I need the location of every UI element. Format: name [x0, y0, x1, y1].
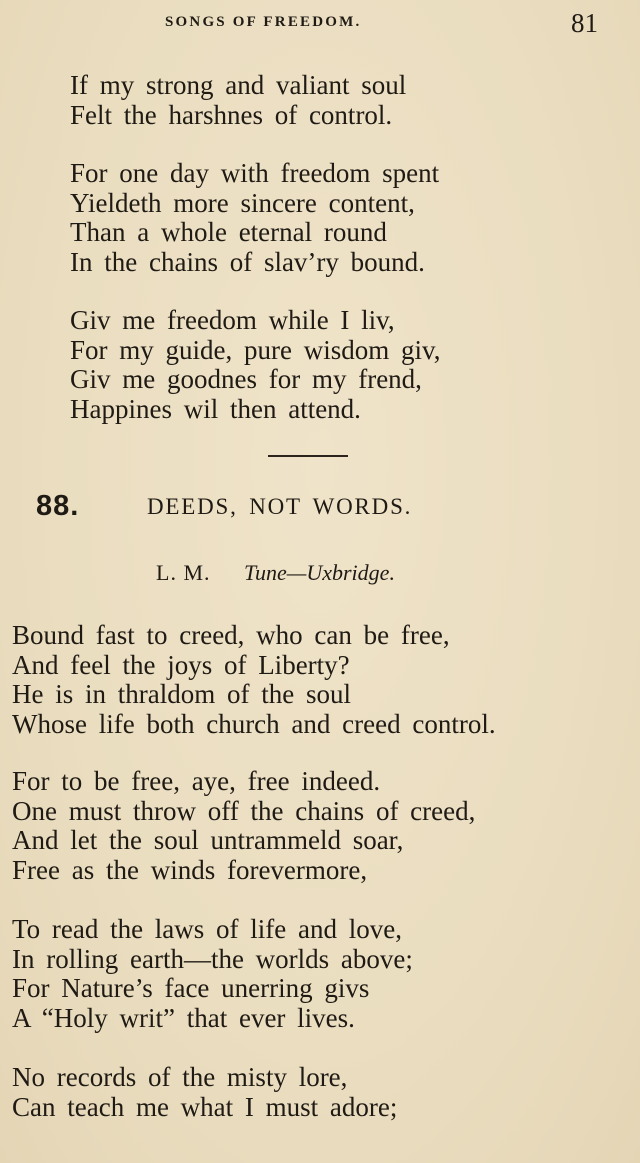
- meter: L. M.: [156, 560, 211, 585]
- verse-line: And feel the joys of Liberty?: [12, 649, 350, 680]
- stanza: [70, 71, 406, 130]
- verse-line: Bound fast to creed, who can be free,: [12, 620, 450, 650]
- running-title: SONGS OF FREEDOM.: [165, 14, 362, 30]
- stanza: [12, 621, 496, 739]
- verse-line: And let the soul untrammeld soar,: [12, 825, 404, 855]
- verse-line: In rolling earth—the worlds above;: [12, 943, 413, 974]
- stanza: [70, 306, 440, 424]
- verse-line: One must throw off the chains of creed,: [12, 795, 476, 826]
- stanza: [12, 915, 413, 1033]
- verse-line: Giv me goodnes for my frend,: [70, 364, 422, 394]
- stanza: [12, 1063, 397, 1122]
- page-number: 81: [571, 8, 598, 38]
- verse-line: If my strong and valiant soul: [70, 70, 407, 100]
- verse-line: Free as the winds forevermore,: [12, 854, 368, 885]
- verse-line: Felt the harshnes of control.: [70, 99, 393, 130]
- section-divider: [268, 455, 348, 457]
- verse-line: Can teach me what I must adore;: [12, 1091, 398, 1122]
- verse-line: For one day with freedom spent: [70, 158, 440, 188]
- running-head: [0, 8, 640, 38]
- verse-line: For to be free, aye, free indeed.: [12, 766, 381, 796]
- verse-line: A “Holy writ” that ever lives.: [12, 1002, 355, 1033]
- hymn-number: 88.: [36, 490, 80, 522]
- stanza: [12, 767, 475, 885]
- verse-line: Than a whole eternal round: [70, 217, 387, 247]
- hymn-title: DEEDS, NOT WORDS.: [147, 494, 413, 519]
- verse-line: For Nature’s face unerring givs: [12, 973, 370, 1003]
- verse-line: Happines wil then attend.: [70, 393, 361, 424]
- meter-tune-line: [156, 560, 395, 586]
- verse-line: Whose life both church and creed control.: [12, 708, 496, 739]
- stanza: [70, 159, 439, 277]
- verse-line: Giv me freedom while I liv,: [70, 305, 395, 335]
- verse-line: Yieldeth more sincere content,: [70, 187, 415, 218]
- verse-line: To read the laws of life and love,: [12, 914, 402, 944]
- verse-line: For my guide, pure wisdom giv,: [70, 334, 441, 365]
- verse-line: No records of the misty lore,: [12, 1062, 348, 1092]
- verse-line: He is in thraldom of the soul: [12, 679, 351, 709]
- tune-name: Tune—Uxbridge.: [244, 560, 395, 585]
- verse-line: In the chains of slav’ry bound.: [70, 246, 425, 277]
